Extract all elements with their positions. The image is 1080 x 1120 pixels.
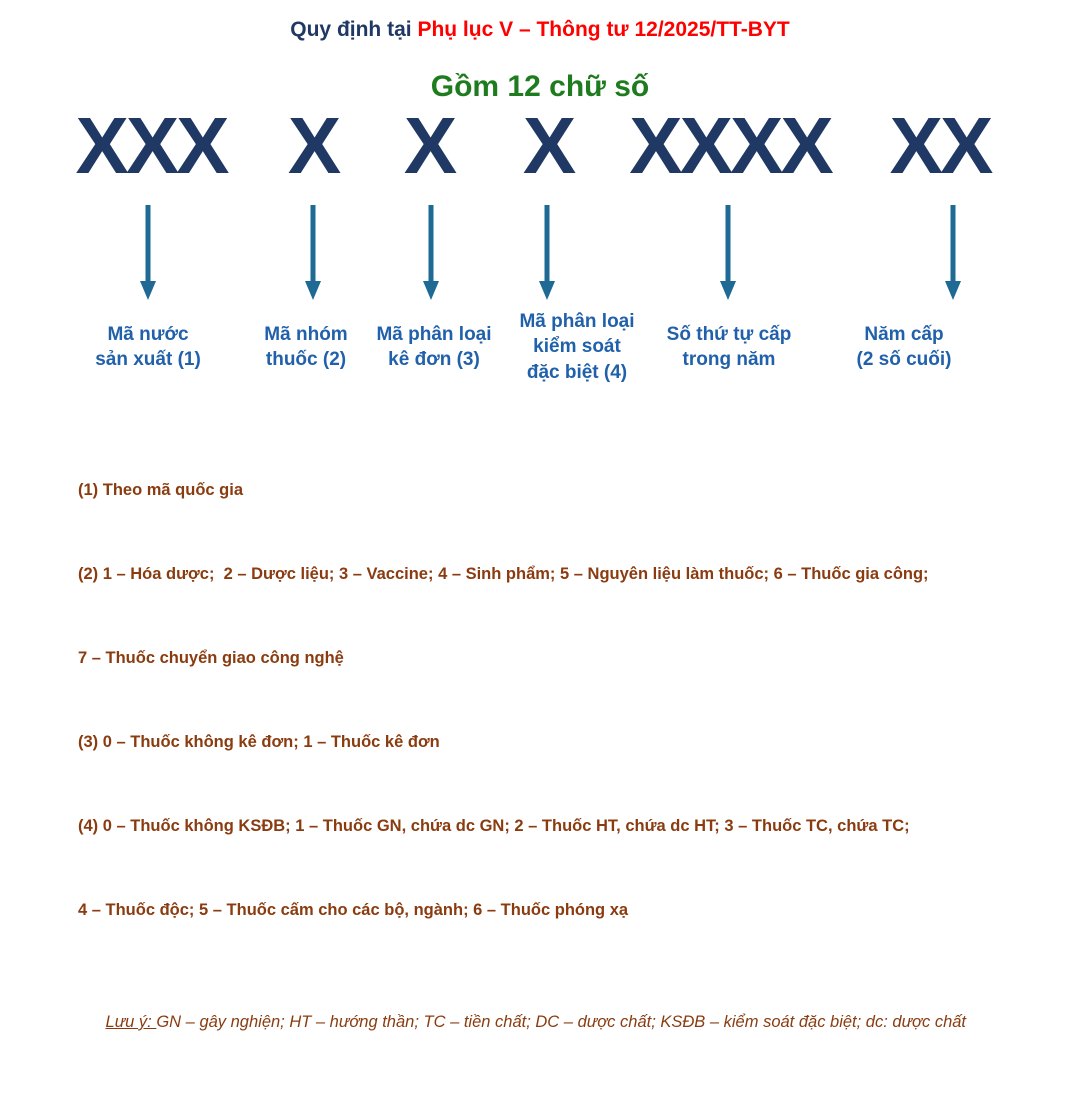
title-highlight: Phụ lục V – Thông tư 12/2025/TT-BYT xyxy=(417,18,790,41)
footnotes xyxy=(78,420,1078,1120)
page-subtitle: Gồm 12 chữ số xyxy=(430,70,650,103)
title-prefix: Quy định tại xyxy=(290,18,418,41)
down-arrow-icon xyxy=(303,205,323,300)
down-arrow-icon xyxy=(943,205,963,300)
country-code-label: Mã nước sản xuất (1) xyxy=(95,323,201,370)
country-code-digits: XXX xyxy=(75,101,227,190)
drug-group-digit: X xyxy=(287,101,339,190)
page-title xyxy=(0,18,1080,42)
down-arrow-icon xyxy=(421,205,441,300)
prescription-class-digit: X xyxy=(403,101,455,190)
down-arrow-icon xyxy=(537,205,557,300)
footnote-line: (1) Theo mã quốc gia xyxy=(78,481,244,499)
prescription-class-label: Mã phân loại kê đơn (3) xyxy=(376,323,492,370)
footnote-legend xyxy=(78,980,1078,1064)
footnote-legend-label: Lưu ý: xyxy=(105,1013,157,1031)
year-digits: XX xyxy=(889,101,991,190)
down-arrow-icon xyxy=(138,205,158,300)
footnote-line: 7 – Thuốc chuyển giao công nghệ xyxy=(78,649,344,667)
year-label: Năm cấp (2 số cuối) xyxy=(856,323,952,370)
special-control-digit: X xyxy=(522,101,574,190)
footnote-line: (4) 0 – Thuốc không KSĐB; 1 – Thuốc GN, chứa dc GN; 2 – Thuốc HT, chứa dc HT; 3 – Thuốc TC, chứa TC; xyxy=(78,817,910,835)
sequence-number-digits: XXXX xyxy=(629,101,831,190)
footnote-legend-text: GN – gây nghiện; HT – hướng thần; TC – tiền chất; DC – dược chất; KSĐB – kiểm soát đặc biệt; dc: dược chất xyxy=(156,1013,967,1031)
down-arrow-icon xyxy=(718,205,738,300)
sequence-number-label: Số thứ tự cấp trong năm xyxy=(666,323,792,370)
footnote-line: 4 – Thuốc độc; 5 – Thuốc cấm cho các bộ, ngành; 6 – Thuốc phóng xạ xyxy=(78,901,629,919)
special-control-label: Mã phân loại kiểm soát đặc biệt (4) xyxy=(519,311,635,383)
footnote-line: (3) 0 – Thuốc không kê đơn; 1 – Thuốc kê đơn xyxy=(78,733,440,751)
drug-group-label: Mã nhóm thuốc (2) xyxy=(264,323,348,370)
footnote-line: (2) 1 – Hóa dược; 2 – Dược liệu; 3 – Vaccine; 4 – Sinh phẩm; 5 – Nguyên liệu làm thuốc; 6 – Thuốc gia công; xyxy=(78,565,929,583)
